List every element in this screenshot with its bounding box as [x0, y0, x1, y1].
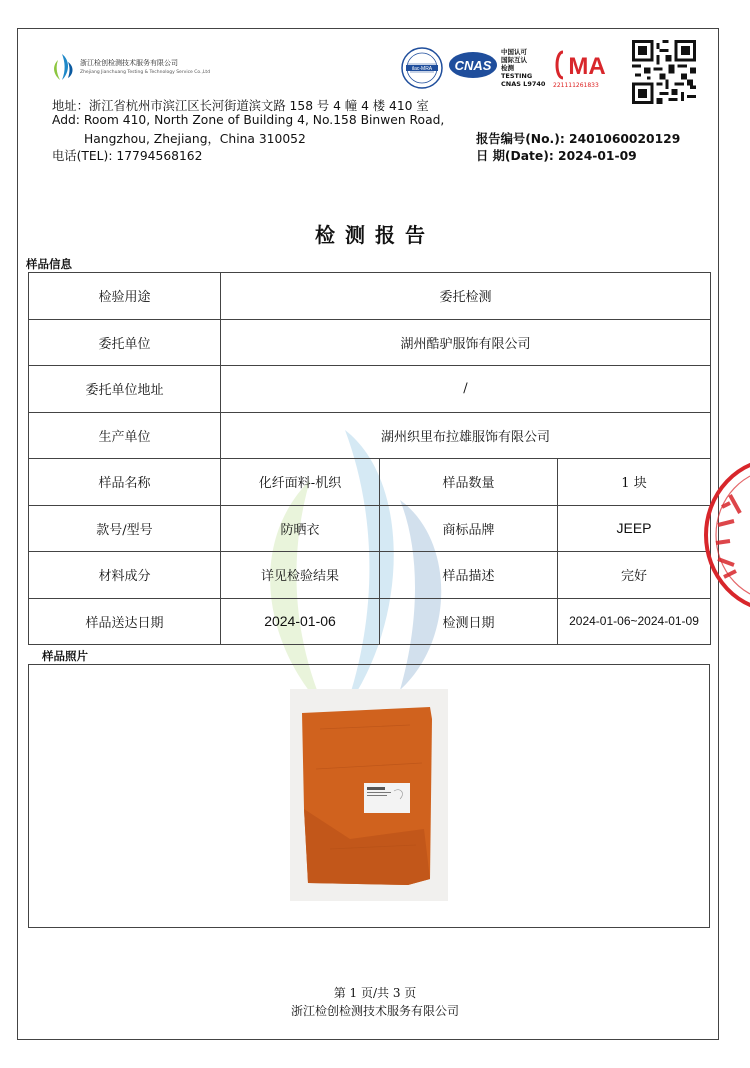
table-row [29, 319, 711, 366]
page-number: 第 1 页/共 3 页 [333, 986, 417, 1000]
cnas-text-line: 国际互认 [501, 56, 527, 64]
report-title: 检测报告 [315, 223, 435, 247]
table-row [29, 598, 711, 645]
qr-code-icon [632, 40, 696, 104]
cma-label: MA [568, 53, 606, 80]
report-date: 日 期(Date): 2024-01-09 [476, 149, 637, 163]
row-label: 商标品牌 [380, 505, 558, 552]
cma-logo-icon [553, 48, 615, 82]
sample-photo-label: 样品照片 [42, 649, 88, 663]
row-value: / [221, 366, 711, 413]
address-en-line1: Add: Room 410, North Zone of Building 4, No.158 Binwen Road, [52, 113, 445, 127]
table-row [29, 505, 711, 552]
cnas-accreditation-text [501, 48, 545, 88]
row-label: 款号/型号 [29, 505, 221, 552]
company-logo-text [80, 58, 210, 78]
cnas-label: CNAS [454, 58, 492, 73]
cnas-text-line: CNAS L9740 [501, 80, 546, 88]
row-label: 样品描述 [380, 552, 558, 599]
company-name-en: Zhejiang Jianchuang Testing & Technology Service Co.,Ltd [80, 70, 211, 75]
red-seal-stamp-icon [700, 455, 750, 615]
ilac-mra-logo-icon [400, 46, 444, 90]
cnas-text-line: TESTING [501, 72, 533, 80]
cnas-text-line: 检测 [501, 64, 514, 72]
sample-fabric-photo [290, 689, 448, 901]
table-row [29, 459, 711, 506]
address-en-line2: Hangzhou, Zhejiang，China 310052 [84, 132, 306, 146]
table-row [29, 273, 711, 320]
table-row [29, 412, 711, 459]
row-value: 2024-01-06~2024-01-09 [558, 598, 711, 645]
report-number: 报告编号(No.): 2401060020129 [476, 132, 681, 146]
row-value: 防晒衣 [221, 505, 380, 552]
row-label: 委托单位 [29, 319, 221, 366]
row-value: 详见检验结果 [221, 552, 380, 599]
row-label: 生产单位 [29, 412, 221, 459]
row-value: 化纤面料-机织 [221, 459, 380, 506]
table-row [29, 366, 711, 413]
table-row [29, 552, 711, 599]
sample-info-label: 样品信息 [26, 257, 72, 271]
ilac-label: ilac-MRA [411, 66, 433, 72]
row-label: 检测日期 [380, 598, 558, 645]
row-value: 湖州酷驴服饰有限公司 [221, 319, 711, 366]
row-label: 检验用途 [29, 273, 221, 320]
company-logo-icon [48, 52, 76, 82]
cnas-logo-icon [448, 50, 498, 80]
row-value: 2024-01-06 [221, 598, 380, 645]
row-value: 完好 [558, 552, 711, 599]
row-value: JEEP [558, 505, 711, 552]
company-name-cn: 浙江检创检测技术服务有限公司 [80, 59, 178, 67]
row-label: 材料成分 [29, 552, 221, 599]
address-cn: 地址：浙江省杭州市滨江区长河街道滨文路 158 号 4 幢 4 楼 410 室 [52, 99, 429, 113]
phone: 电话(TEL): 17794568162 [52, 149, 203, 163]
cnas-text-line: 中国认可 [501, 48, 527, 56]
row-label: 样品名称 [29, 459, 221, 506]
row-value: 1 块 [558, 459, 711, 506]
sample-info-table [28, 272, 711, 645]
row-label: 样品送达日期 [29, 598, 221, 645]
row-label: 委托单位地址 [29, 366, 221, 413]
footer-company: 浙江检创检测技术服务有限公司 [290, 1004, 459, 1018]
row-value: 委托检测 [221, 273, 711, 320]
cma-number: 221111261833 [553, 82, 599, 89]
row-label: 样品数量 [380, 459, 558, 506]
row-value: 湖州织里布拉雄服饰有限公司 [221, 412, 711, 459]
